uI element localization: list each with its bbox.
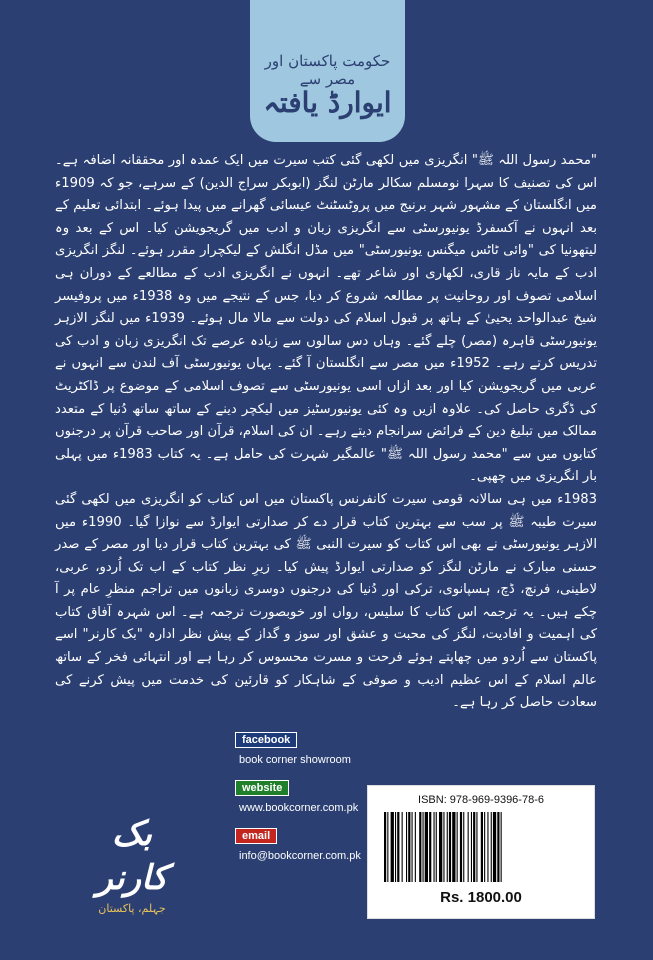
- isbn-text: ISBN: 978-969-9396-78-6: [418, 794, 544, 806]
- facebook-value: book corner showroom: [239, 754, 351, 766]
- badge-title: ایوارڈ یافتہ: [263, 86, 392, 119]
- description-paragraph-1: "محمد رسول اللہ ﷺ" انگریزی میں لکھی گئی کتب سیرت میں ایک عمدہ اور محققانہ اضافہ ہے۔ اس کی تصنیف کا سہرا نومسلم سکالر مارٹن لنگز (ابوبکر سراج الدین) کے سرہے، جو کہ 1909ء میں انگلستان کے مشہور شہر برنیج میں پروٹسٹنٹ عیسائی گھرانے میں پیدا ہوئے۔ ابتدائی تعلیم کے بعد انہوں نے آکسفرڈ یونیورسٹی سے انگریزی زبان و ادب میں گریجویشن کیا۔ اس کے بعد وہ لیتھونیا کی "وائی ٹاٹس میگنس یونیورسٹی" میں مڈل انگلش کے لیکچرار مقرر ہوئے۔ لنگز انگریزی ادب کے مایہ ناز قاری، لکھاری اور شاعر تھے۔ انہوں نے انگریزی ادب کے مطالعے کے دوران ہی اسلامی تصوف اور روحانیت پر مطالعہ شروع کر دیا، جس کے نتیجے میں وہ 1938ء میں پروفیسر شیخ عبدالواحد یحییٰ کے ہاتھ پر قبول اسلام کی دولت سے مالا مال ہوئے۔ 1939ء میں لنگز الازہر یونیورسٹی قاہرہ (مصر) چلے گئے۔ وہاں دس سالوں سے زیادہ عرصے تک انگریزی زبان و ادب کی تدریس کرتے رہے۔ 1952ء میں مصر سے انگلستان آ گئے۔ یہاں یونیورسٹی آف لندن سے انہوں نے عربی میں گریجویشن کیا اور بعد ازاں اسی یونیورسٹی سے تصوف اسلامی کے موضوع پر ڈاکٹریٹ کی ڈگری حاصل کی۔ علاوہ ازیں وہ کئی یونیورسٹیز میں لیکچر دینے کے ساتھ ساتھ دُنیا کے متعدد ممالک میں تبلیغ دین کے فرائض سرانجام دیتے رہے۔ ان کی اسلام، قرآن اور صاحب قرآن پر درجنوں کتابوں میں سے "محمد رسول اللہ ﷺ" عالمگیر شہرت کی حامل ہے۔ یہ کتاب 1983ء میں پہلی بار انگریزی میں چھپی۔: [55, 153, 597, 485]
- description-paragraph-2: 1983ء میں ہی سالانہ قومی سیرت کانفرنس پاکستان میں اس کتاب کو انگریزی میں لکھی گئی سیرت طیبہ ﷺ پر سب سے بہترین کتاب قرار دے کر صدارتی ایوارڈ سے نوازا گیا۔ 1990ء میں الازہر یونیورسٹی نے بھی اس کتاب کو سیرت النبی ﷺ کی بہترین کتاب قرار دیا اور مصر کے صدر حسنی مبارک نے مارٹن لنگز کو صدارتی ایوارڈ پیش کیا۔ زیرِ نظر کتاب کے اب تک اُردو، عربی، لاطینی، فرنچ، ڈچ، ہسپانوی، ترکی اور دُنیا کی درجنوں دوسری زبانوں میں تراجم منظرِ عام پر آ چکے ہیں۔ یہ ترجمہ اس کتاب کا سلیس، رواں اور خوبصورت ترجمہ ہے۔ اس شہرہ آفاق کتاب کی اہمیت و افادیت، لنگز کی محبت و عشق اور سوز و گداز کے پیش نظر ادارہ "بک کارنر" اسے پاکستان سے اُردو میں چھاپتے ہوئے فرحت و مسرت محسوس کر رہا ہے اور انتہائی فخر کے ساتھ عالم اسلام کے اس عظیم ادیب و صوفی کے شاہکار کو قارئین کی خدمت میں پیش کرنے کی سعادت حاصل کر رہا ہے۔: [55, 491, 597, 711]
- email-value: info@bookcorner.com.pk: [239, 850, 361, 862]
- facebook-tag: facebook: [235, 732, 297, 748]
- price-text: Rs. 1800.00: [440, 889, 522, 906]
- publisher-logo-location: جہلم، پاکستان: [98, 902, 166, 915]
- barcode-icon: [382, 812, 580, 882]
- email-tag: email: [235, 828, 277, 844]
- badge-subtitle: حکومت پاکستان اور مصر سے: [264, 52, 391, 88]
- website-tag: website: [235, 780, 289, 796]
- website-value: www.bookcorner.com.pk: [239, 802, 359, 814]
- barcode-box: [367, 785, 595, 919]
- award-badge: [250, 0, 405, 142]
- publisher-logo: [82, 812, 182, 915]
- book-description: [55, 150, 597, 715]
- publisher-contacts: [235, 728, 375, 872]
- publisher-logo-text: بک کارنر: [96, 814, 168, 898]
